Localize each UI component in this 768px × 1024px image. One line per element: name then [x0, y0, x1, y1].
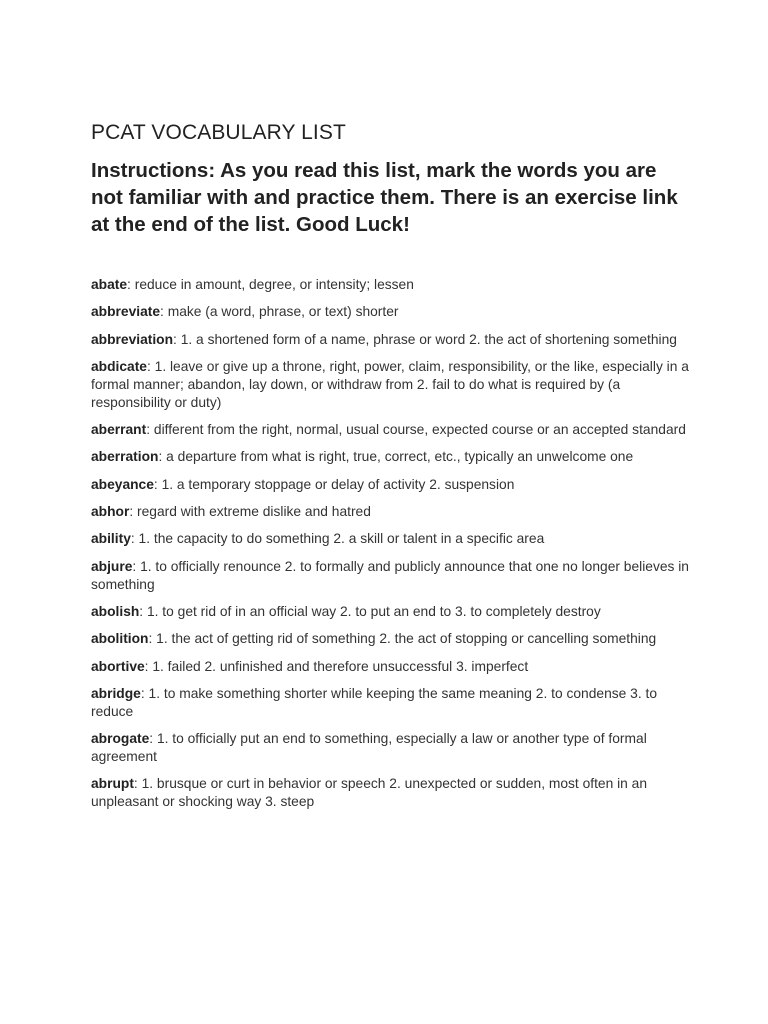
vocabulary-term: abridge — [91, 685, 141, 701]
vocabulary-entry: abortive: 1. failed 2. unfinished and therefore unsuccessful 3. imperfect — [91, 658, 529, 674]
vocabulary-definition: 1. to officially renounce 2. to formally and publicly announce that one no longer believes in something — [91, 558, 689, 592]
vocabulary-definition: 1. to make something shorter while keeping the same meaning 2. to condense 3. to reduce — [91, 685, 657, 719]
vocabulary-term: abrogate — [91, 731, 150, 747]
vocabulary-definition: 1. brusque or curt in behavior or speech 2. unexpected or sudden, most often in an unpleasant or shocking way 3. steep — [91, 776, 648, 810]
vocabulary-entry: abrupt: 1. brusque or curt in behavior or speech 2. unexpected or sudden, most often in an unpleasant or shocking way 3. steep — [91, 776, 648, 810]
vocabulary-entry: abrogate: 1. to officially put an end to something, especially a law or another type of formal agreement — [91, 731, 647, 765]
vocabulary-entry: abbreviation: 1. a shortened form of a name, phrase or word 2. the act of shortening something — [91, 331, 677, 347]
vocabulary-term: abrupt — [91, 776, 134, 792]
vocabulary-entry: abolition: 1. the act of getting rid of something 2. the act of stopping or cancelling something — [91, 631, 657, 647]
vocabulary-entry: abjure: 1. to officially renounce 2. to formally and publicly announce that one no longer believes in something — [91, 558, 689, 592]
vocabulary-definition: 1. to get rid of in an official way 2. to put an end to 3. to completely destroy — [146, 603, 601, 619]
vocabulary-definition: 1. the capacity to do something 2. a skill or talent in a specific area — [138, 531, 545, 547]
vocabulary-entry: abate: reduce in amount, degree, or intensity; lessen — [91, 277, 414, 292]
vocabulary-entry: abridge: 1. to make something shorter while keeping the same meaning 2. to condense 3. to reduce — [91, 685, 657, 719]
vocabulary-list — [91, 276, 691, 811]
vocabulary-term: abolition — [91, 631, 149, 647]
document-title: PCAT VOCABULARY LIST — [91, 121, 346, 144]
document-page — [91, 119, 691, 821]
vocabulary-definition: reduce in amount, degree, or intensity; lessen — [134, 277, 414, 292]
vocabulary-definition: 1. to officially put an end to something, especially a law or another type of formal agreement — [91, 731, 647, 765]
vocabulary-definition: regard with extreme dislike and hatred — [137, 504, 371, 520]
vocabulary-term: abhor — [91, 504, 130, 520]
vocabulary-definition: different from the right, normal, usual course, expected course or an accepted standard — [153, 422, 686, 438]
vocabulary-entry: ability: 1. the capacity to do something 2. a skill or talent in a specific area — [91, 531, 545, 547]
vocabulary-term: ability — [91, 531, 131, 547]
vocabulary-definition: 1. a shortened form of a name, phrase or word 2. the act of shortening something — [180, 331, 677, 347]
vocabulary-entry: abbreviate: make (a word, phrase, or text) shorter — [91, 304, 399, 320]
vocabulary-definition: 1. leave or give up a throne, right, power, claim, responsibility, or the like, especially in a formal manner; abandon, lay down, or withdraw from 2. fail to do what is required by (a responsibility or duty) — [91, 358, 689, 410]
vocabulary-term: aberrant — [91, 422, 147, 438]
vocabulary-entry: aberration: a departure from what is right, true, correct, etc., typically an unwelcome one — [91, 449, 634, 465]
vocabulary-definition: 1. a temporary stoppage or delay of activity 2. suspension — [161, 476, 515, 492]
instructions-paragraph: Instructions: As you read this list, mark the words you are not familiar with and practice them. There is an exercise link at the end of the list. Good Luck! — [91, 159, 678, 236]
vocabulary-definition: make (a word, phrase, or text) shorter — [167, 304, 399, 320]
vocabulary-entry: abolish: 1. to get rid of in an official way 2. to put an end to 3. to completely destroy — [91, 603, 601, 619]
vocabulary-entry: abeyance: 1. a temporary stoppage or delay of activity 2. suspension — [91, 476, 515, 492]
vocabulary-entry: aberrant: different from the right, normal, usual course, expected course or an accepted standard — [91, 422, 686, 438]
vocabulary-term: abdicate — [91, 358, 147, 374]
vocabulary-term: abate — [91, 277, 128, 292]
vocabulary-entry: abhor: regard with extreme dislike and hatred — [91, 504, 371, 520]
vocabulary-entry: abdicate: 1. leave or give up a throne, right, power, claim, responsibility, or the like, especially in a formal manner; abandon, lay down, or withdraw from 2. fail to do what is required by (a responsibility or duty) — [91, 358, 689, 410]
vocabulary-term: abolish — [91, 603, 140, 619]
vocabulary-definition: 1. failed 2. unfinished and therefore unsuccessful 3. imperfect — [152, 658, 529, 674]
vocabulary-term: abbreviation — [91, 331, 174, 347]
vocabulary-term: abortive — [91, 658, 145, 674]
vocabulary-term: aberration — [91, 449, 159, 465]
vocabulary-term: abjure — [91, 558, 133, 574]
vocabulary-definition: 1. the act of getting rid of something 2. the act of stopping or cancelling something — [156, 631, 657, 647]
vocabulary-term: abbreviate — [91, 304, 161, 320]
vocabulary-term: abeyance — [91, 476, 154, 492]
vocabulary-definition: a departure from what is right, true, correct, etc., typically an unwelcome one — [166, 449, 634, 465]
